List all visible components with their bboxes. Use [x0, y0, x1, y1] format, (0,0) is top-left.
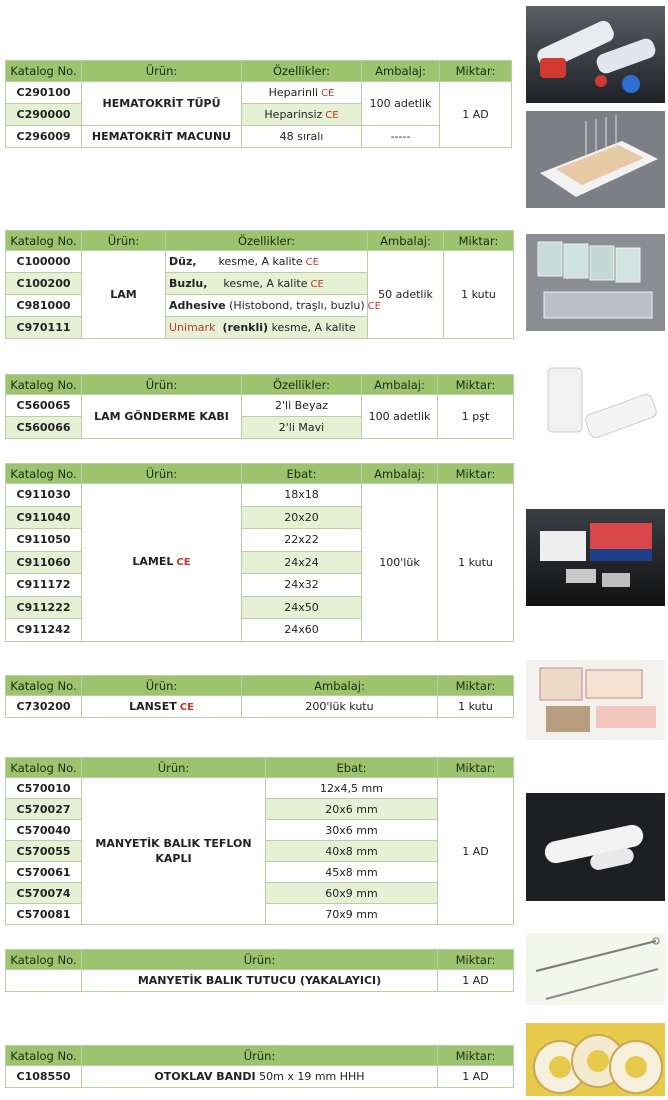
catalog-code: C570010 — [6, 778, 82, 799]
package-cell: 50 adetlik — [368, 251, 444, 339]
col-header-catalog: Katalog No. — [6, 231, 82, 251]
hematocrit-tube-photo — [526, 6, 665, 103]
size-cell: 70x9 mm — [266, 904, 438, 925]
qty-cell: 1 kutu — [444, 251, 514, 339]
package-cell: 100'lük — [362, 484, 438, 642]
qty-cell: 1 AD — [438, 970, 514, 992]
brand-name: Unimark — [169, 321, 216, 334]
feature-desc: kesme, A kalite — [271, 321, 356, 334]
hematocrit-table — [5, 60, 512, 148]
catalog-code: C730200 — [6, 696, 82, 718]
col-header-catalog: Katalog No. — [6, 375, 82, 395]
col-header-product: Ürün: — [82, 758, 266, 778]
catalog-code: C570027 — [6, 799, 82, 820]
feature-cell — [242, 82, 362, 104]
autoclave-tape-photo — [526, 1023, 665, 1096]
col-header-qty: Miktar: — [440, 61, 512, 82]
slide-mailer-photo — [526, 364, 665, 450]
size-cell: 30x6 mm — [266, 820, 438, 841]
col-header-size: Ebat: — [242, 464, 362, 484]
product-name: MANYETİK BALIK TUTUCU (YAKALAYICI) — [82, 970, 438, 992]
col-header-qty: Miktar: — [438, 375, 514, 395]
catalog-code: C570074 — [6, 883, 82, 904]
size-cell: 24x50 — [242, 596, 362, 619]
ce-mark: CE — [310, 279, 324, 290]
feature-cell — [166, 273, 368, 295]
catalog-code: C911242 — [6, 619, 82, 642]
catalog-code: C290100 — [6, 82, 82, 104]
ce-mark: CE — [321, 88, 335, 99]
lancet-photo — [526, 660, 665, 740]
ce-mark: CE — [367, 301, 381, 312]
catalog-code: C296009 — [6, 126, 82, 148]
feature-text: Heparinli — [268, 86, 319, 99]
feature-name: Düz, — [169, 255, 197, 268]
product-cell — [82, 484, 242, 642]
package-cell: ----- — [362, 126, 440, 148]
size-cell: 20x6 mm — [266, 799, 438, 820]
col-header-product: Ürün: — [82, 676, 242, 696]
catalog-code: C911040 — [6, 506, 82, 529]
product-detail: 50m x 19 mm HHH — [259, 1070, 365, 1083]
lancet-table — [5, 675, 514, 718]
product-name: HEMATOKRİT MACUNU — [82, 126, 242, 148]
col-header-catalog: Katalog No. — [6, 758, 82, 778]
col-header-package: Ambalaj: — [362, 375, 438, 395]
package-cell: 100 adetlik — [362, 82, 440, 126]
qty-cell: 1 kutu — [438, 696, 514, 718]
col-header-qty: Miktar: — [438, 950, 514, 970]
stir-bar-retriever-table — [5, 949, 514, 992]
feature-cell: 2'li Mavi — [242, 417, 362, 439]
package-cell: 200'lük kutu — [242, 696, 438, 718]
size-cell: 18x18 — [242, 484, 362, 507]
col-header-product: Ürün: — [82, 464, 242, 484]
col-header-qty: Miktar: — [438, 464, 514, 484]
catalog-code: C560066 — [6, 417, 82, 439]
package-cell: 100 adetlik — [362, 395, 438, 439]
col-header-product: Ürün: — [82, 231, 166, 251]
col-header-package: Ambalaj: — [242, 676, 438, 696]
size-cell: 24x32 — [242, 574, 362, 597]
ce-mark: CE — [325, 110, 339, 121]
col-header-package: Ambalaj: — [362, 464, 438, 484]
col-header-package: Ambalaj: — [362, 61, 440, 82]
product-name: LAMEL — [132, 555, 174, 569]
catalog-code: C911172 — [6, 574, 82, 597]
feature-text: Heparinsiz — [264, 108, 323, 121]
col-header-product: Ürün: — [82, 375, 242, 395]
catalog-code: C911060 — [6, 551, 82, 574]
qty-cell: 1 kutu — [438, 484, 514, 642]
feature-name: Adhesive — [169, 299, 226, 312]
ce-mark: CE — [305, 257, 319, 268]
col-header-size: Ebat: — [266, 758, 438, 778]
catalog-code: C970111 — [6, 317, 82, 339]
product-name: MANYETİK BALIK TEFLON KAPLI — [82, 778, 266, 925]
col-header-qty: Miktar: — [444, 231, 514, 251]
col-header-catalog: Katalog No. — [6, 1046, 82, 1066]
catalog-code: C100200 — [6, 273, 82, 295]
size-cell: 12x4,5 mm — [266, 778, 438, 799]
feature-desc: (Histobond, traşlı, buzlu) — [229, 299, 365, 312]
catalog-code: C108550 — [6, 1066, 82, 1088]
catalog-code: C100000 — [6, 251, 82, 273]
qty-cell: 1 AD — [438, 778, 514, 925]
catalog-code: C911030 — [6, 484, 82, 507]
col-header-catalog: Katalog No. — [6, 950, 82, 970]
col-header-catalog: Katalog No. — [6, 676, 82, 696]
catalog-code: C570061 — [6, 862, 82, 883]
qty-cell: 1 pşt — [438, 395, 514, 439]
col-header-qty: Miktar: — [438, 1046, 514, 1066]
stir-bar-retriever-photo — [526, 933, 665, 1005]
cover-glass-photo — [526, 509, 665, 606]
product-name: LAM — [82, 251, 166, 339]
col-header-features: Özellikler: — [166, 231, 368, 251]
col-header-package: Ambalaj: — [368, 231, 444, 251]
col-header-features: Özellikler: — [242, 375, 362, 395]
feature-cell: 2'li Beyaz — [242, 395, 362, 417]
cover-glass-table — [5, 463, 514, 642]
qty-cell: 1 AD — [440, 82, 512, 148]
catalog-code: C570055 — [6, 841, 82, 862]
slide-table — [5, 230, 514, 339]
catalog-code: C290000 — [6, 104, 82, 126]
product-cell — [82, 1066, 438, 1088]
feature-cell — [242, 104, 362, 126]
col-header-product: Ürün: — [82, 950, 438, 970]
slide-mailer-table — [5, 374, 514, 439]
catalog-code: C981000 — [6, 295, 82, 317]
catalog-code: C570081 — [6, 904, 82, 925]
catalog-code: C560065 — [6, 395, 82, 417]
hematocrit-sealant-photo — [526, 111, 665, 208]
catalog-code: C911050 — [6, 529, 82, 552]
qty-cell: 1 AD — [438, 1066, 514, 1088]
size-cell: 24x60 — [242, 619, 362, 642]
feature-name: (renkli) — [222, 321, 269, 334]
feature-cell — [166, 251, 368, 273]
product-name: LANSET — [129, 699, 177, 713]
feature-cell: 48 sıralı — [242, 126, 362, 148]
col-header-catalog: Katalog No. — [6, 61, 82, 82]
col-header-features: Özellikler: — [242, 61, 362, 82]
slides-photo — [526, 234, 665, 331]
product-cell — [82, 696, 242, 718]
col-header-product: Ürün: — [82, 61, 242, 82]
col-header-qty: Miktar: — [438, 758, 514, 778]
stir-bar-photo — [526, 793, 665, 901]
col-header-product: Ürün: — [82, 1046, 438, 1066]
size-cell: 45x8 mm — [266, 862, 438, 883]
ce-mark: CE — [179, 701, 194, 713]
col-header-qty: Miktar: — [438, 676, 514, 696]
catalog-code: C570040 — [6, 820, 82, 841]
feature-cell — [166, 295, 381, 317]
feature-cell — [166, 317, 368, 339]
catalog-code — [6, 970, 82, 992]
catalog-code: C911222 — [6, 596, 82, 619]
feature-desc: kesme, A kalite — [218, 255, 303, 268]
size-cell: 60x9 mm — [266, 883, 438, 904]
ce-mark: CE — [176, 557, 191, 569]
size-cell: 40x8 mm — [266, 841, 438, 862]
product-name: LAM GÖNDERME KABI — [82, 395, 242, 439]
feature-name: Buzlu, — [169, 277, 208, 290]
product-name: OTOKLAV BANDI — [154, 1070, 256, 1083]
product-name: HEMATOKRİT TÜPÜ — [82, 82, 242, 126]
size-cell: 20x20 — [242, 506, 362, 529]
size-cell: 22x22 — [242, 529, 362, 552]
autoclave-tape-table — [5, 1045, 514, 1088]
size-cell: 24x24 — [242, 551, 362, 574]
stir-bar-table — [5, 757, 514, 925]
col-header-catalog: Katalog No. — [6, 464, 82, 484]
feature-desc: kesme, A kalite — [223, 277, 308, 290]
